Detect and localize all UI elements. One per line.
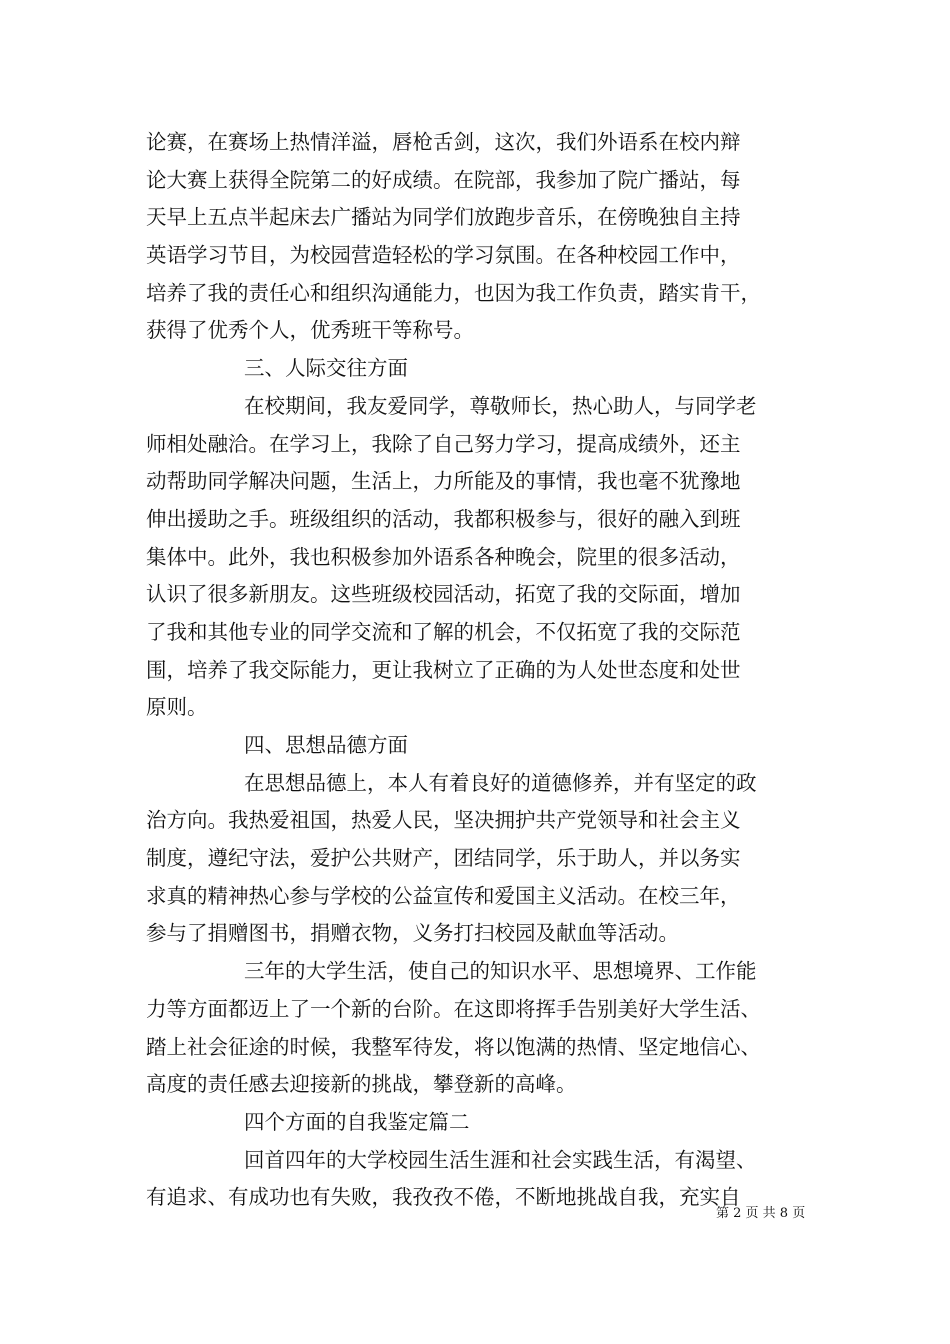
text-line: 围，培养了我交际能力，更让我树立了正确的为人处世态度和处世	[146, 657, 741, 682]
text-line: 师相处融洽。在学习上，我除了自己努力学习，提高成绩外，还主	[146, 431, 741, 456]
text-line: 英语学习节目，为校园营造轻松的学习氛围。在各种校园工作中，	[146, 243, 741, 268]
text-line: 培养了我的责任心和组织沟通能力，也因为我工作负责，踏实肯干，	[146, 280, 761, 305]
text-line: 三年的大学生活，使自己的知识水平、思想境界、工作能	[244, 959, 757, 984]
text-line: 力等方面都迈上了一个新的台阶。在这即将挥手告别美好大学生活、	[146, 996, 761, 1021]
text-line: 动帮助同学解决问题，生活上，力所能及的事情，我也毫不犹豫地	[146, 469, 741, 494]
text-line: 四个方面的自我鉴定篇二	[244, 1109, 470, 1134]
text-line: 参与了捐赠图书，捐赠衣物，义务打扫校园及献血等活动。	[146, 921, 679, 946]
text-line: 集体中。此外，我也积极参加外语系各种晚会，院里的很多活动，	[146, 544, 741, 569]
text-line: 原则。	[146, 695, 208, 720]
text-line: 回首四年的大学校园生活生涯和社会实践生活，有渴望、	[244, 1147, 757, 1172]
text-line: 制度，遵纪守法，爱护公共财产，团结同学，乐于助人，并以务实	[146, 846, 741, 871]
text-line: 获得了优秀个人，优秀班干等称号。	[146, 318, 474, 343]
text-line: 有追求、有成功也有失败，我孜孜不倦，不断地挑战自我，充实自	[146, 1185, 741, 1210]
text-line: 四、思想品德方面	[244, 733, 408, 757]
text-line: 论赛，在赛场上热情洋溢，唇枪舌剑，这次，我们外语系在校内辩	[146, 130, 741, 154]
text-line: 高度的责任感去迎接新的挑战，攀登新的高峰。	[146, 1072, 577, 1097]
text-line: 求真的精神热心参与学校的公益宣传和爱国主义活动。在校三年，	[146, 883, 741, 908]
text-line: 伸出援助之手。班级组织的活动，我都积极参与，很好的融入到班	[146, 506, 741, 531]
text-line: 在思想品德上，本人有着良好的道德修养，并有坚定的政	[244, 770, 757, 795]
page-number: 第 2 页 共 8 页	[716, 1206, 806, 1221]
text-line: 三、人际交往方面	[244, 356, 408, 381]
text-line: 论大赛上获得全院第二的好成绩。在院部，我参加了院广播站，每	[146, 167, 741, 192]
text-line: 了我和其他专业的同学交流和了解的机会，不仅拓宽了我的交际范	[146, 619, 741, 644]
text-line: 在校期间，我友爱同学，尊敬师长，热心助人，与同学老	[244, 393, 757, 418]
text-line: 天早上五点半起床去广播站为同学们放跑步音乐，在傍晚独自主持	[146, 205, 741, 230]
text-line: 治方向。我热爱祖国，热爱人民，坚决拥护共产党领导和社会主义	[146, 808, 741, 833]
document-body	[146, 124, 810, 1217]
text-line: 踏上社会征途的时候，我整军待发，将以饱满的热情、坚定地信心、	[146, 1034, 761, 1059]
text-line: 认识了很多新朋友。这些班级校园活动，拓宽了我的交际面，增加	[146, 582, 741, 607]
